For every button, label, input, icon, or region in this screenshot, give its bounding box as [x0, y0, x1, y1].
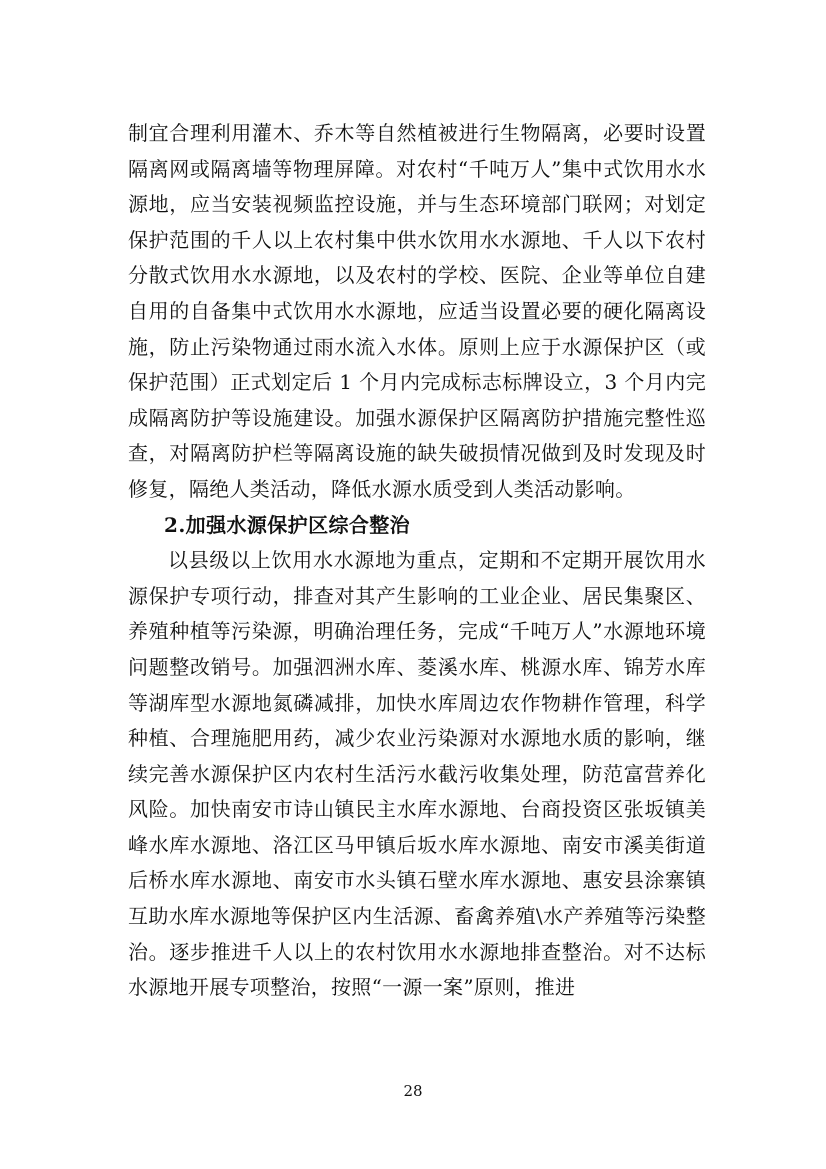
continued-paragraph: 制宜合理利用灌木、乔木等自然植被进行生物隔离，必要时设置隔离网或隔离墙等物理屏障。对农村“千吨万人”集中式饮用水水源地，应当安装视频监控设施，并与生态环境部门联网；对划定保护范围的千人以上农村集中供水饮用水水源地、千人以下农村分散式饮用水水源地，以及农村的学校、医院、企业等单位自建自用的自备集中式饮用水水源地，应适当设置必要的硬化隔离设施，防止污染物通过雨水流入水体。原则上应于水源保护区（或保护范围）正式划定后 1 个月内完成标志标牌设立，3 个月内完成隔离防护等设施建设。加强水源保护区隔离防护措施完整性巡查，对隔离防护栏等隔离设施的缺失破损情况做到及时发现及时修复，隔绝人类活动，降低水源水质受到人类活动影响。 — [128, 121, 706, 501]
body-paragraph: 以县级以上饮用水水源地为重点，定期和不定期开展饮用水源保护专项行动，排查对其产生影响的工业企业、居民集聚区、养殖种植等污染源，明确治理任务，完成“千吨万人”水源地环境问题整改销号。加强泗洲水库、菱溪水库、桃源水库、锦芳水库等湖库型水源地氮磷减排，加快水库周边农作物耕作管理，科学种植、合理施肥用药，减少农业污染源对水源地水质的影响，继续完善水源保护区内农村生活污水截污收集处理，防范富营养化风险。加快南安市诗山镇民主水库水源地、台商投资区张坂镇美峰水库水源地、洛江区马甲镇后坂水库水源地、南安市溪美街道后桥水库水源地、南安市水头镇石壁水库水源地、惠安县涂寨镇互助水库水源地等保护区内生活源、畜禽养殖\水产养殖等污染整治。逐步推进千人以上的农村饮用水水源地排查整治。对不达标水源地开展专项整治，按照“一源一案”原则，推进 — [128, 548, 706, 1000]
page-number: 28 — [403, 1082, 423, 1100]
document-body — [128, 116, 706, 1006]
section-heading: 2.加强水源保护区综合整治 — [164, 512, 411, 537]
